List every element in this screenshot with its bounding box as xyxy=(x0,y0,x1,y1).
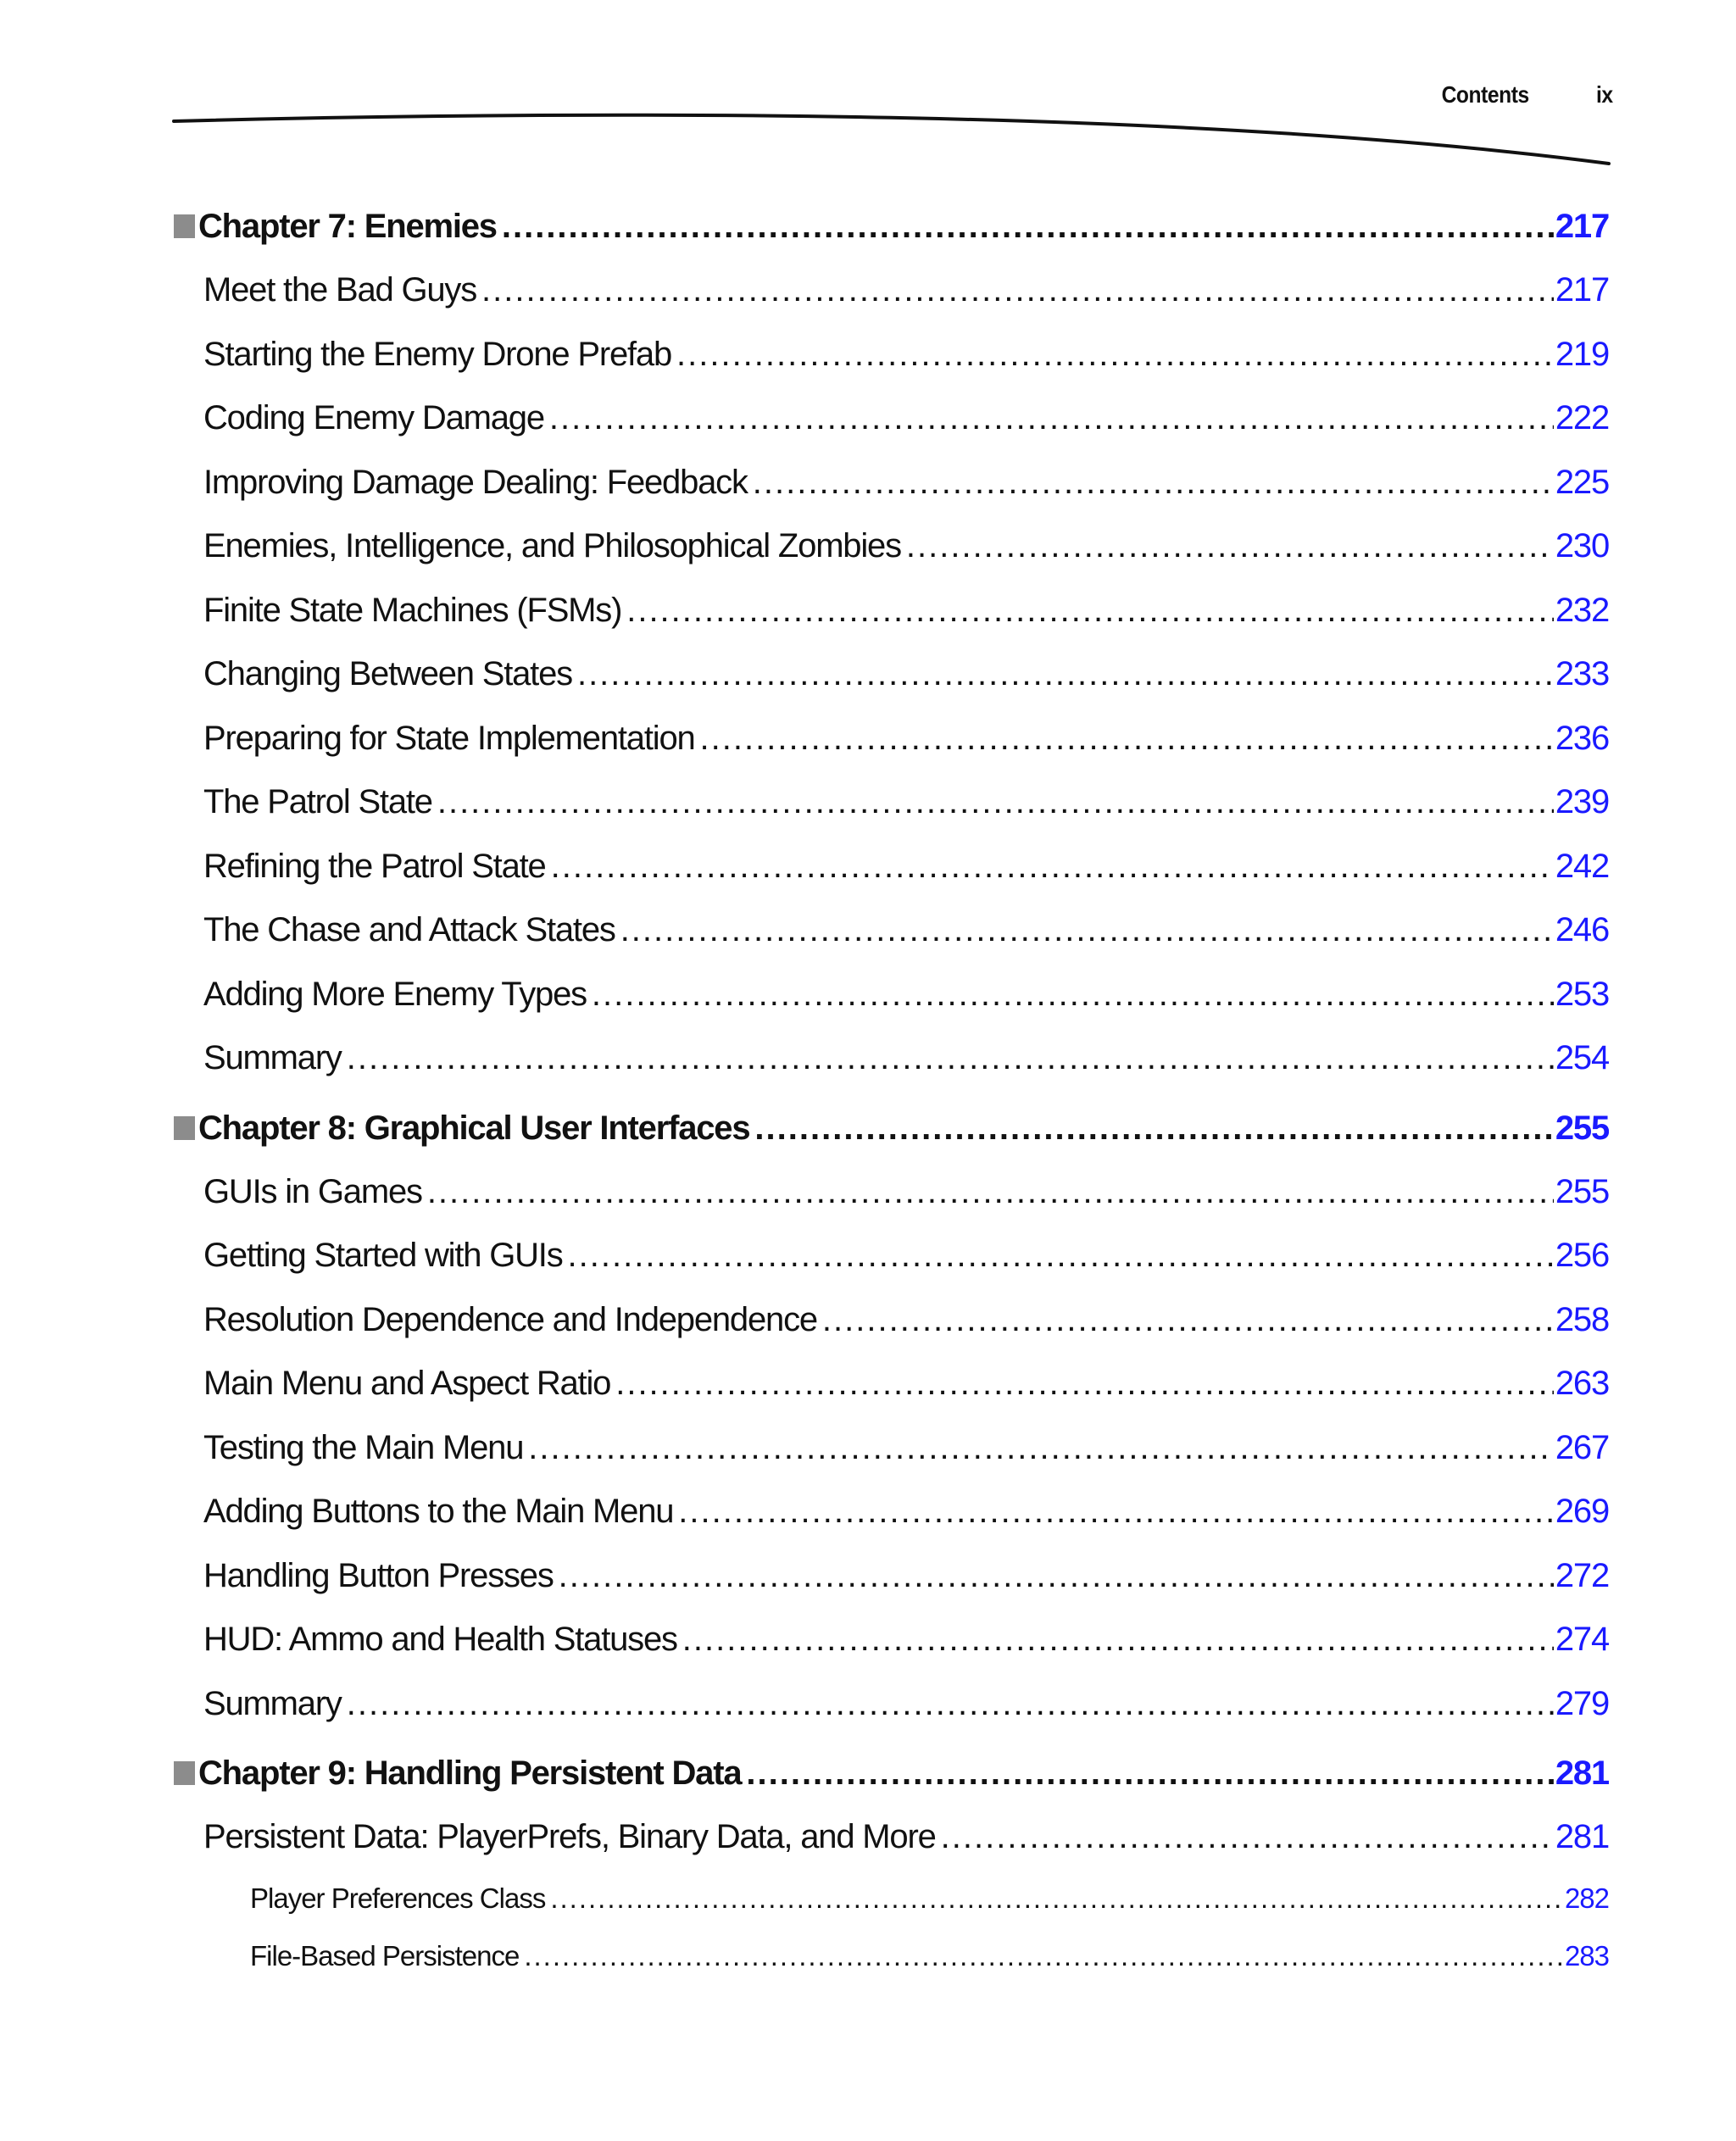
section-title: Finite State Machines (FSMs) xyxy=(203,591,622,629)
toc-section[interactable] xyxy=(174,642,1609,707)
section-title: Starting the Enemy Drone Prefab xyxy=(203,335,671,373)
dot-leader xyxy=(347,1672,1554,1737)
toc-section[interactable] xyxy=(174,451,1609,515)
toc-section[interactable] xyxy=(174,835,1609,899)
section-page-number: 258 xyxy=(1555,1300,1609,1338)
toc-section[interactable] xyxy=(174,1288,1609,1353)
section-page-number: 232 xyxy=(1555,591,1609,629)
section-title: Refining the Patrol State xyxy=(203,847,546,885)
chapter-marker-square xyxy=(174,214,195,238)
dot-leader xyxy=(551,835,1554,899)
section-page-number: 272 xyxy=(1555,1556,1609,1594)
section-title: Testing the Main Menu xyxy=(203,1428,524,1466)
toc-section[interactable] xyxy=(174,1416,1609,1481)
dot-leader xyxy=(524,1927,1563,1985)
section-title: Getting Started with GUIs xyxy=(203,1237,563,1274)
section-title: HUD: Ammo and Health Statuses xyxy=(203,1621,677,1658)
chapter-page-number: 217 xyxy=(1555,208,1609,245)
dot-leader xyxy=(502,194,1554,259)
toc-section[interactable] xyxy=(174,707,1609,771)
chapter-page-number: 255 xyxy=(1555,1109,1609,1147)
section-page-number: 222 xyxy=(1555,399,1609,437)
dot-leader xyxy=(620,898,1554,963)
toc-section[interactable] xyxy=(174,770,1609,835)
dot-leader xyxy=(746,1741,1553,1805)
section-page-number: 242 xyxy=(1555,847,1609,885)
section-title: GUIs in Games xyxy=(203,1172,422,1210)
dot-leader xyxy=(577,642,1554,707)
subsection-title: Player Preferences Class xyxy=(250,1882,546,1914)
toc-section[interactable] xyxy=(174,1160,1609,1225)
section-title: Meet the Bad Guys xyxy=(203,271,477,309)
section-page-number: 217 xyxy=(1555,271,1609,309)
section-title: Summary xyxy=(203,1039,342,1076)
dot-leader xyxy=(427,1160,1554,1225)
toc-section[interactable] xyxy=(174,963,1609,1027)
section-page-number: 230 xyxy=(1555,527,1609,564)
toc-section[interactable] xyxy=(174,323,1609,387)
section-page-number: 225 xyxy=(1555,463,1609,501)
subsection-title: File-Based Persistence xyxy=(250,1939,520,1971)
section-page-number: 274 xyxy=(1555,1621,1609,1658)
toc-chapter-7[interactable] xyxy=(174,194,1609,259)
toc-section[interactable] xyxy=(174,1672,1609,1737)
section-page-number: 236 xyxy=(1555,719,1609,757)
toc-section[interactable] xyxy=(174,1480,1609,1544)
dot-leader xyxy=(700,707,1554,771)
table-of-contents xyxy=(174,189,1609,1985)
dot-leader xyxy=(754,1096,1553,1160)
toc-section[interactable] xyxy=(174,1224,1609,1288)
dot-leader xyxy=(941,1805,1554,1870)
chapter-marker-square xyxy=(174,1116,195,1140)
section-page-number: 281 xyxy=(1555,1818,1609,1855)
toc-section[interactable] xyxy=(174,514,1609,579)
section-title: Resolution Dependence and Independence xyxy=(203,1300,817,1338)
toc-section[interactable] xyxy=(174,1805,1609,1870)
toc-subsection[interactable] xyxy=(174,1927,1609,1985)
toc-section[interactable] xyxy=(174,1544,1609,1609)
section-page-number: 256 xyxy=(1555,1237,1609,1274)
section-title: Coding Enemy Damage xyxy=(203,399,544,437)
dot-leader xyxy=(549,386,1554,451)
dot-leader xyxy=(753,451,1554,515)
section-page-number: 246 xyxy=(1555,911,1609,948)
section-title: Main Menu and Aspect Ratio xyxy=(203,1365,611,1402)
toc-section[interactable] xyxy=(174,1608,1609,1672)
section-page-number: 263 xyxy=(1555,1365,1609,1402)
dot-leader xyxy=(437,770,1554,835)
section-title: Preparing for State Implementation xyxy=(203,719,695,757)
section-title: Summary xyxy=(203,1684,342,1722)
dot-leader xyxy=(559,1544,1554,1609)
toc-section[interactable] xyxy=(174,1026,1609,1091)
section-page-number: 254 xyxy=(1555,1039,1609,1076)
section-title: The Patrol State xyxy=(203,783,432,820)
section-page-number: 255 xyxy=(1555,1172,1609,1210)
toc-chapter-9[interactable] xyxy=(174,1741,1609,1805)
toc-section[interactable] xyxy=(174,259,1609,323)
dot-leader xyxy=(347,1026,1554,1091)
section-title: Handling Button Presses xyxy=(203,1556,554,1594)
toc-section[interactable] xyxy=(174,898,1609,963)
chapter-title: Chapter 9: Handling Persistent Data xyxy=(198,1755,742,1792)
chapter-title: Chapter 7: Enemies xyxy=(198,208,497,245)
section-title: Enemies, Intelligence, and Philosophical Zombies xyxy=(203,527,901,564)
section-title: Persistent Data: PlayerPrefs, Binary Data, and More xyxy=(203,1818,936,1855)
dot-leader xyxy=(678,1480,1554,1544)
dot-leader xyxy=(481,259,1554,323)
section-title: Improving Damage Dealing: Feedback xyxy=(203,463,748,501)
section-title: Adding Buttons to the Main Menu xyxy=(203,1493,674,1530)
dot-leader xyxy=(615,1352,1554,1416)
chapter-title: Chapter 8: Graphical User Interfaces xyxy=(198,1109,750,1147)
dot-leader xyxy=(626,579,1554,643)
toc-chapter-8[interactable] xyxy=(174,1096,1609,1160)
section-title: The Chase and Attack States xyxy=(203,911,615,948)
subsection-page-number: 282 xyxy=(1564,1882,1609,1914)
section-page-number: 267 xyxy=(1555,1428,1609,1466)
section-page-number: 219 xyxy=(1555,335,1609,373)
chapter-marker-square xyxy=(174,1761,195,1785)
section-page-number: 233 xyxy=(1555,655,1609,692)
toc-section[interactable] xyxy=(174,386,1609,451)
running-head-title: Contents xyxy=(1441,81,1530,108)
section-title: Changing Between States xyxy=(203,655,572,692)
toc-subsection[interactable] xyxy=(174,1870,1609,1927)
dot-leader xyxy=(528,1416,1554,1481)
section-title: Adding More Enemy Types xyxy=(203,975,587,1013)
section-page-number: 239 xyxy=(1555,783,1609,820)
running-head-page-number: ix xyxy=(1596,81,1613,108)
toc-section[interactable] xyxy=(174,1352,1609,1416)
section-page-number: 269 xyxy=(1555,1493,1609,1530)
chapter-page-number: 281 xyxy=(1555,1755,1609,1792)
dot-leader xyxy=(906,514,1554,579)
dot-leader xyxy=(822,1288,1554,1353)
dot-leader xyxy=(550,1870,1563,1927)
header-rule xyxy=(0,102,1736,178)
subsection-page-number: 283 xyxy=(1564,1939,1609,1971)
dot-leader xyxy=(592,963,1554,1027)
toc-section[interactable] xyxy=(174,579,1609,643)
section-page-number: 253 xyxy=(1555,975,1609,1013)
dot-leader xyxy=(568,1224,1554,1288)
section-page-number: 279 xyxy=(1555,1684,1609,1722)
dot-leader xyxy=(676,323,1554,387)
dot-leader xyxy=(682,1608,1554,1672)
